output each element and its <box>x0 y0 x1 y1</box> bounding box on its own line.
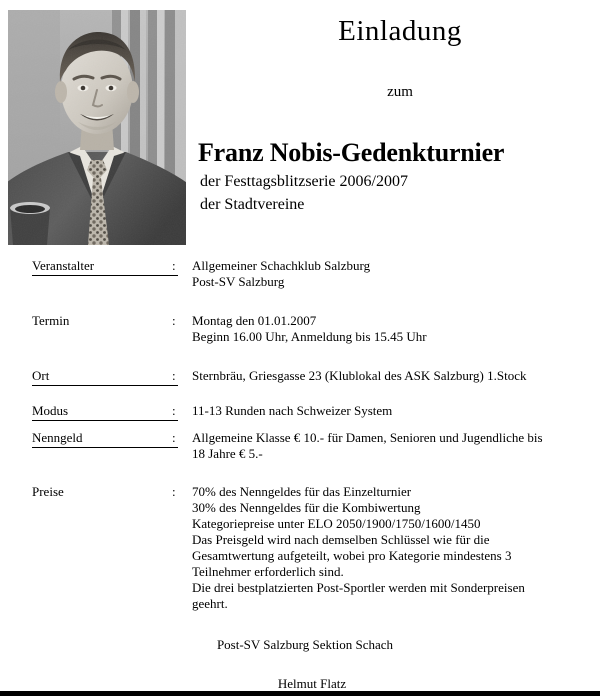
detail-colon: : <box>172 313 176 328</box>
bottom-rule <box>0 691 600 696</box>
detail-label: Ort <box>32 368 178 386</box>
tournament-subtitle-line1: der Festtagsblitzserie 2006/2007 <box>200 173 408 190</box>
footer-signatory: Helmut Flatz <box>277 676 347 691</box>
detail-label: Preise <box>32 484 64 499</box>
detail-label: Termin <box>32 313 70 328</box>
detail-value: Sternbräu, Griesgasse 23 (Klublokal des ASK Salzburg) 1.Stock <box>192 368 527 383</box>
preposition-zum: zum <box>387 84 413 100</box>
detail-value: Allgemeine Klasse € 10.- für Damen, Senioren und Jugendliche bis 18 Jahre € 5.- <box>192 430 543 461</box>
detail-value: 11-13 Runden nach Schweizer System <box>192 403 393 418</box>
portrait-photo <box>8 10 186 245</box>
tournament-subtitle-line2: der Stadtvereine <box>200 196 305 213</box>
detail-colon: : <box>172 430 176 445</box>
detail-label: Veranstalter <box>32 258 178 276</box>
page-title: Einladung <box>338 15 462 47</box>
detail-value: 70% des Nenngeldes für das Einzelturnier 30% des Nenngeldes für die Kombiwertung Kategoriepreise unter ELO 2050/1900/1750/1600/1450 Das Preisgeld wird nach demselben Schlüssel wie für die Gesamtwertung aufgeteilt, wobei pro Kategorie mindestens 3 Teilnehmer erforderlich sind. Die drei bestplatzierten Post-Sportler werden mit Sonderpreisen geehrt. <box>192 484 525 611</box>
portrait-photo-graphic <box>8 10 186 245</box>
detail-colon: : <box>172 403 176 418</box>
detail-colon: : <box>172 258 176 273</box>
footer-organisation: Post-SV Salzburg Sektion Schach <box>216 637 394 652</box>
detail-label: Nenngeld <box>32 430 178 448</box>
detail-value: Allgemeiner Schachklub Salzburg Post-SV Salzburg <box>192 258 371 289</box>
detail-label: Modus <box>32 403 178 421</box>
detail-value: Montag den 01.01.2007 Beginn 16.00 Uhr, Anmeldung bis 15.45 Uhr <box>192 313 427 344</box>
detail-colon: : <box>172 484 176 499</box>
tournament-title: Franz Nobis-Gedenkturnier <box>198 138 505 167</box>
detail-colon: : <box>172 368 176 383</box>
